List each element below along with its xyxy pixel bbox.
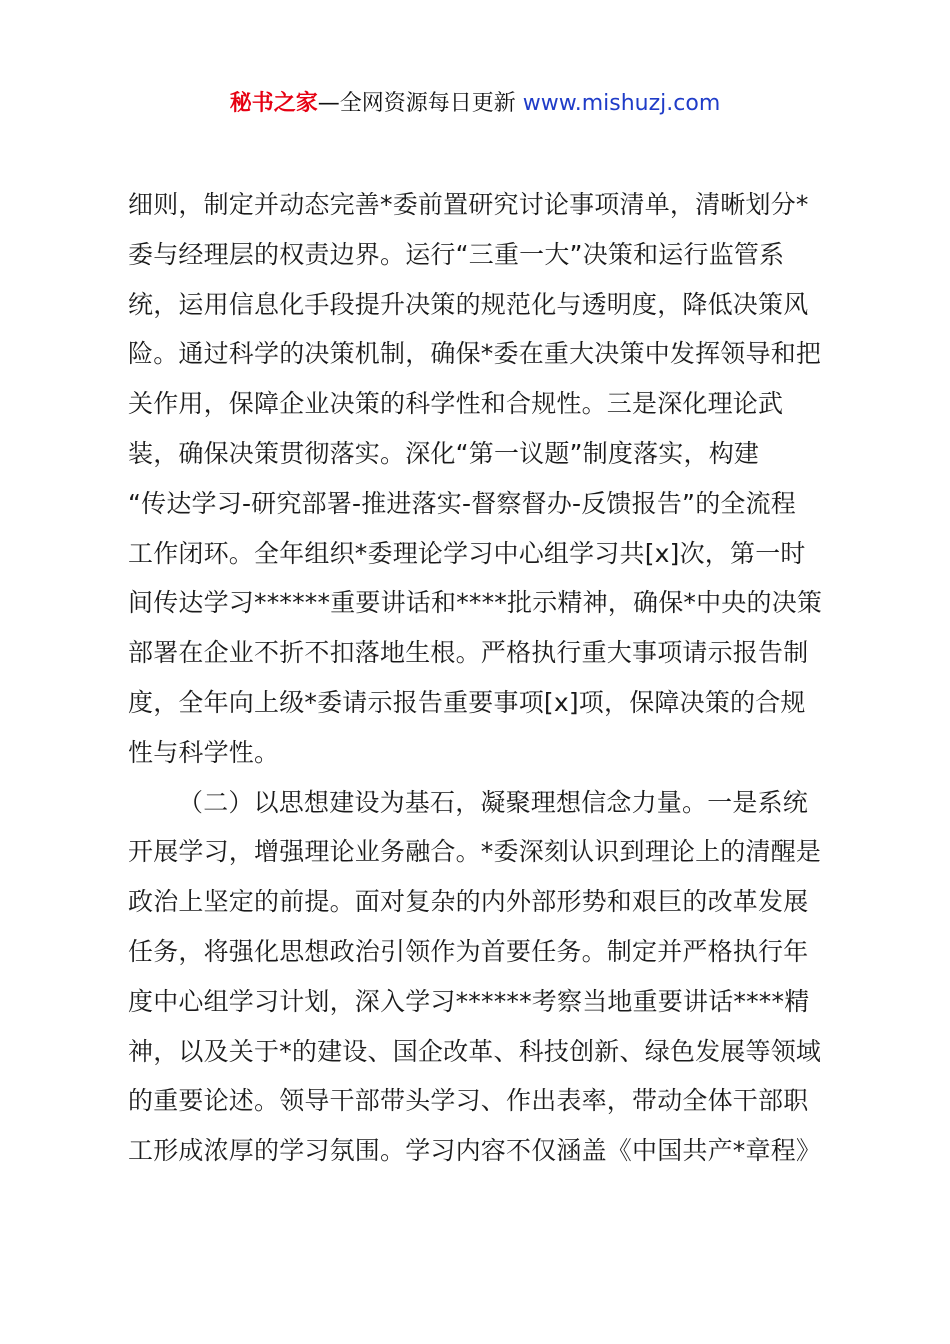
text-line: 性与科学性。 <box>128 737 280 767</box>
text-line: 装，确保决策贯彻落实。深化“第一议题”制度落实，构建 <box>128 438 760 468</box>
site-brand: 秘书之家 <box>229 91 318 116</box>
text-line: 任务，将强化思想政治引领作为首要任务。制定并严格执行年 <box>128 936 809 966</box>
text-line: 政治上坚定的前提。面对复杂的内外部形势和艰巨的改革发展 <box>128 887 809 917</box>
text-line: 神，以及关于*的建设、国企改革、科技创新、绿色发展等领域 <box>128 1036 822 1066</box>
text-line: 细则，制定并动态完善*委前置研究讨论事项清单，清晰划分* <box>128 190 809 219</box>
site-url-link[interactable]: www.mishuzj.com <box>522 91 721 116</box>
text-line: 工形成浓厚的学习氛围。学习内容不仅涵盖《中国共产*章程》 <box>128 1136 822 1166</box>
document-body <box>128 180 834 1176</box>
text-line: 部署在企业不折不扣落地生根。严格执行重大事项请示报告制 <box>128 638 809 668</box>
text-line: 间传达学习******重要讲话和****批示精神，确保*中央的决策 <box>128 588 823 618</box>
text-line: 开展学习，增强理论业务融合。*委深刻认识到理论上的清醒是 <box>128 837 822 867</box>
text-line: 关作用，保障企业决策的科学性和合规性。三是深化理论武 <box>128 389 784 419</box>
text-line: 委与经理层的权责边界。运行“三重一大”决策和运行监管系 <box>128 239 785 269</box>
text-line: 统，运用信息化手段提升决策的规范化与透明度，降低决策风 <box>128 289 809 319</box>
text-line: 的重要论述。领导干部带头学习、作出表率，带动全体干部职 <box>128 1086 809 1116</box>
text-line: 度中心组学习计划，深入学习******考察当地重要讲话****精 <box>128 986 810 1016</box>
text-line: 度，全年向上级*委请示报告重要事项[x]项，保障决策的合规 <box>128 687 806 717</box>
text-line: “传达学习-研究部署-推进落实-督察督办-反馈报告”的全流程 <box>128 488 796 518</box>
text-line-paragraph-start: （二）以思想建设为基石，凝聚理想信念力量。一是系统 <box>178 787 809 817</box>
text-line: 工作闭环。全年组织*委理论学习中心组学习共[x]次，第一时 <box>128 538 806 568</box>
site-tagline: —全网资源每日更新 <box>317 91 516 116</box>
text-line: 险。通过科学的决策机制，确保*委在重大决策中发挥领导和把 <box>128 339 822 369</box>
page-header <box>0 86 950 122</box>
